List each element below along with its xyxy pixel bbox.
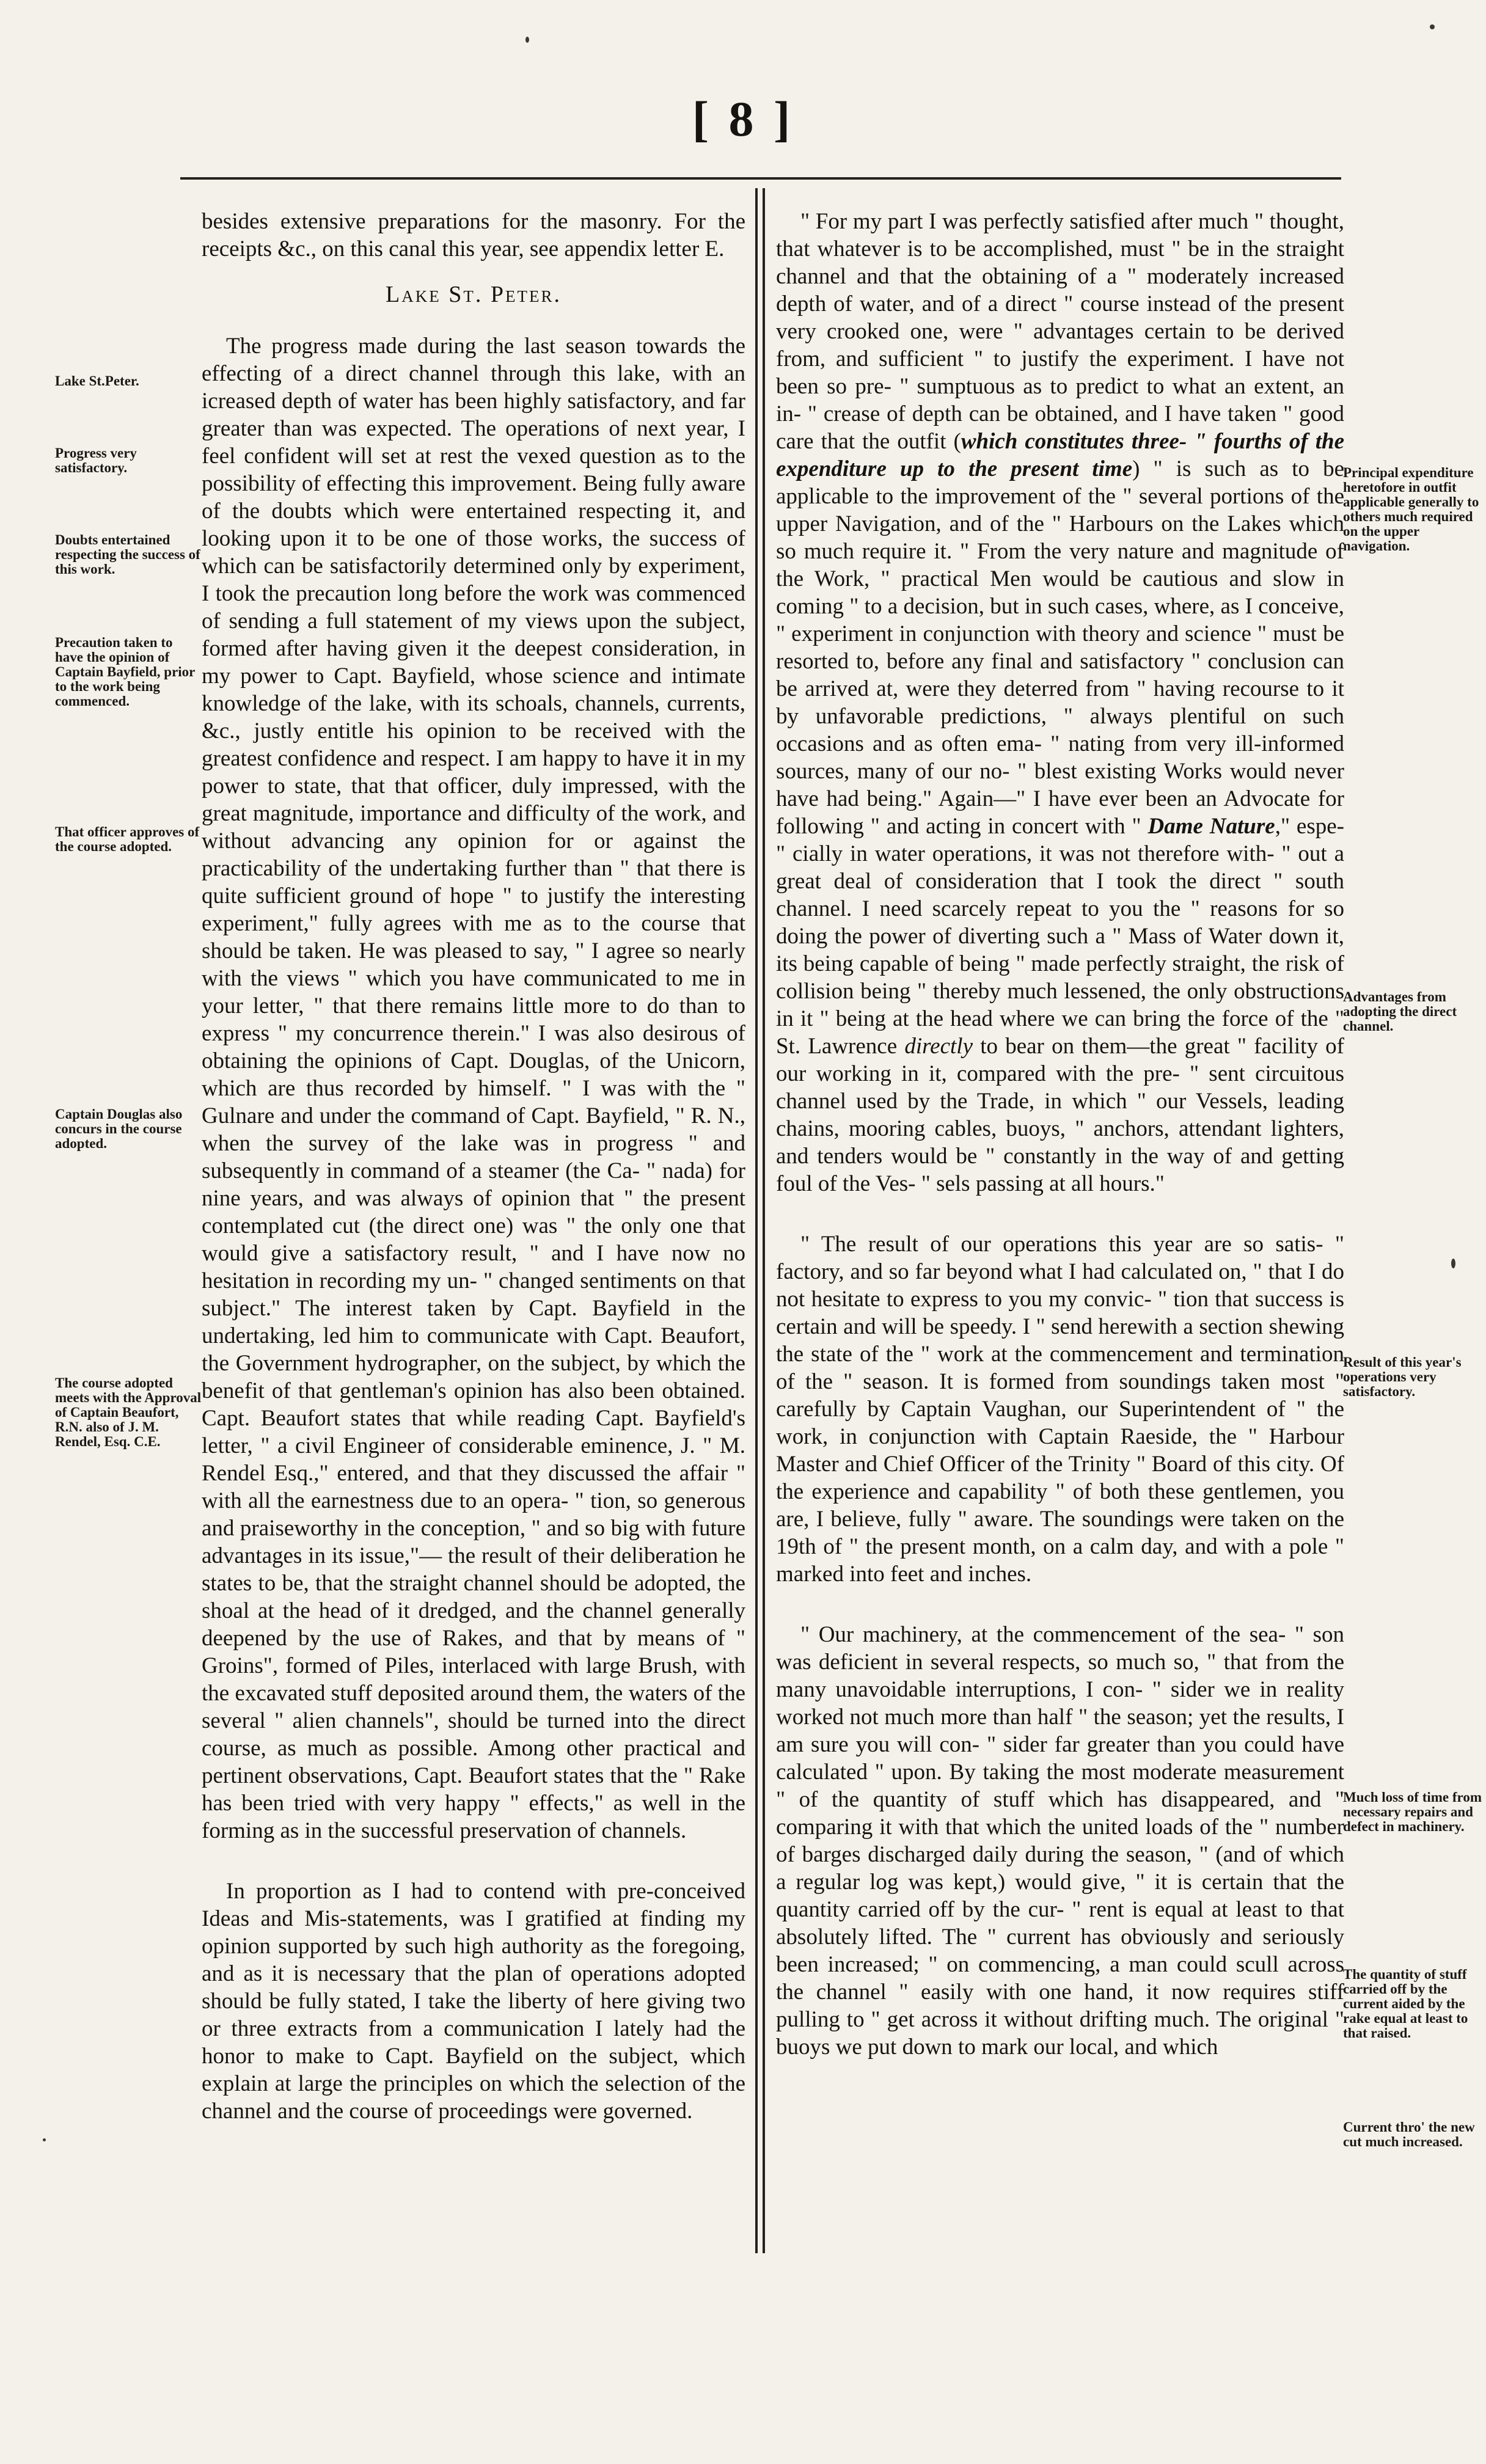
quote-1-part-c: ," espe- " cially in water operations, it was not therefore with- " out a great deal of consideration that I took the direct " south channel. I need scarcely repeat to you the " reasons for so doing the power of diverting such a " Mass of Water down it, its being capable of being " made perfectly straight, the risk of collision being " thereby much lessened, the only obstructions in it " being at the head where we can bring the force of the " St. Lawrence — [776, 814, 1344, 1059]
quote-1-emphasis: which constitutes three- " fourths of the expenditure up to the present time — [776, 429, 1344, 481]
margin-note-expenditure: Principal expenditure heretofore in outfit applicable generally to others much required on the upper navigation. — [1343, 465, 1479, 554]
dame-nature-emphasis: Dame Nature — [1147, 814, 1275, 839]
margin-note-advantages: Advantages from adopting the direct channel. — [1343, 989, 1457, 1034]
print-speck — [1430, 24, 1435, 29]
intro-paragraph: besides extensive preparations for the masonry. For the receipts &c., on this canal this year, see appendix letter E. — [202, 209, 745, 261]
margin-note-beaufort: The course adopted meets with the Approval of Captain Beaufort, R.N. also of J. M. Rendel, Esq. C.E. — [55, 1375, 202, 1449]
margin-note-lake-st-peter: Lake St.Peter. — [55, 373, 139, 389]
quote-1-part-d: to bear on them—the great " facility of our working in it, compared with the pre- " sent circuitous channel used by the Trade, in which " our Vessels, leading chains, mooring cables, buoys, " anchors, attendant lighters, and tenders would be " constantly in the way of and getting foul of the Ves- " sels passing at all hours." — [776, 1034, 1344, 1196]
quote-paragraph-2: " The result of our operations this year are so satis- " factory, and so far beyond what I had calculated on, " that I do not hesitate to express to you my convic- " tion that success is certain and will be speedy. I " send herewith a section shewing the state of the " work at the commencement and termination of the " season. It is formed from soundings taken most " carefully by Captain Vaughan, our Superintendent of " the work, in conjunction with Captain Raeside, the " Harbour Master and Chief Officer of the Trinity " Board of this city. Of the experience and capability " of both these gentlemen, you are, I believe, fully " aware. The soundings were taken on the 19th of " the present month, on a calm day, and with a pole " marked into feet and inches. — [776, 1232, 1344, 1587]
pre-conceived-ideas-paragraph: In proportion as I had to contend with pre-conceived Ideas and Mis-statements, was I gratified at finding my opinion supported by such high authority as the foregoing, and as it is necessary that the plan of operations adopted should be fully stated, I take the liberty of here giving two or three extracts from a communication I lately had the honor to make to Capt. Bayfield on the subject, which explain at large the principles on which the selection of the channel and the course of proceedings were governed. — [202, 1879, 745, 2124]
margin-note-quantity: The quantity of stuff carried off by the current aided by the rake equal at least to that raised. — [1343, 1967, 1468, 2041]
column-divider-left — [755, 188, 758, 2253]
section-title: Lake St. Peter. — [386, 282, 562, 307]
header-rule — [180, 177, 1341, 180]
quote-paragraph-1 — [776, 208, 1344, 1197]
quote-paragraph-3: " Our machinery, at the commencement of the sea- " son was deficient in several respects, so much so, " that from the many unavoidable interruptions, I con- " sider we in reality worked not much more than half " the season; yet the results, I am sure you will con- " sider far greater than you could have calculated " upon. By taking the most moderate measurement " of the quantity of stuff which has disappeared, and " comparing it with that which the united loads of the " number of barges discharged daily during the season, " (and of which a regular log was kept,) would give, " it is certain that the quantity carried off by the cur- " rent is equal at least to that absolutely lifted. The " current has obviously and seriously been increased; " on commencing, a man could scull across the channel " easily with one hand, it now requires stiff pulling to " get across it without drifting much. The original " buoys we put down to mark our local, and which — [776, 1622, 1344, 2060]
margin-note-doubts: Doubts entertained respecting the success of this work. — [55, 532, 200, 577]
margin-note-progress: Progress very satisfactory. — [55, 445, 137, 475]
print-speck — [1451, 1259, 1455, 1268]
quote-1-part-a: " For my part I was perfectly satisfied after much " thought, that whatever is to be accomplished, must " be in the straight channel and that the obtaining of a " moderately increased depth of water, and of a direct " course instead of the present very crooked one, were " advantages certain to be derived from, and sufficient " to justify the experiment. I have not been so pre- " sumptuous as to predict to what an extent, an in- " crease of depth can be obtained, and I have taken " good care that the outfit ( — [776, 209, 1344, 454]
print-speck — [43, 2138, 46, 2141]
margin-note-machinery: Much loss of time from necessary repairs and defect in machinery. — [1343, 1790, 1482, 1834]
directly-emphasis: directly — [904, 1034, 973, 1059]
quote-1-part-b: ) " is such as to be applicable to the improvement of the " several portions of the upper Navigation, and of the " Harbours on the Lakes which so much require it. " From the very nature and magnitude of the Work, " practical Men would be cautious and slow in coming " to a decision, but in such cases, where, as I conceive, " experiment in conjunction with theory and science " must be resorted to, before any final and satisfactory " conclusion can be arrived at, were they deterred from " having recourse to it by unfavorable predictions, " always plentiful on such occasions and as often ema- " nating from very ill-informed sources, many of our no- " blest existing Works would never have had being." Again—" I have ever been an Advocate for following " and acting in concert with " — [776, 456, 1345, 839]
margin-note-douglas: Captain Douglas also concurs in the course adopted. — [55, 1106, 183, 1151]
page-number: [ 8 ] — [692, 91, 794, 147]
print-speck — [525, 37, 529, 43]
margin-note-result: Result of this year's operations very satisfactory. — [1343, 1354, 1462, 1399]
margin-note-precaution: Precaution taken to have the opinion of Captain Bayfield, prior to the work being commenced. — [55, 635, 195, 709]
margin-note-current: Current thro' the new cut much increased. — [1343, 2119, 1475, 2149]
left-column — [202, 208, 745, 2136]
margin-note-officer-approves: That officer approves of the course adopted. — [55, 824, 200, 854]
lake-st-peter-paragraph: The progress made during the last season towards the effecting of a direct channel through this lake, with an icreased depth of water has been highly satisfactory, and far greater than was expected. The operations of next year, I feel confident will set at rest the vexed question as to the possibility of effecting this improvement. Being fully aware of the doubts which were entertained respecting it, and looking upon it to be one of those works, the success of which can be satisfactorily determined only by experiment, I took the precaution long before the work was commenced of sending a full statement of my views upon the subject, formed after having given it the deepest consideration, in my power to Capt. Bayfield, whose science and intimate knowledge of the lake, with its schoals, channels, currents, &c., justly entitle his opinion to be received with the greatest confidence and respect. I am happy to have it in my power to state, that that officer, duly impressed, with the great magnitude, importance and difficulty of the work, and without advancing any opinion for or against the practicability of the undertaking further than " that there is quite sufficient ground of hope " to justify the interesting experiment," fully agrees with me as to the course that should be taken. He was pleased to say, " I agree so nearly with the views " which you have communicated to me in your letter, " that there remains little more to do than to express " my concurrence therein." I was also desirous of obtaining the opinions of Capt. Douglas, of the Unicorn, which are thus recorded by himself. " I was with the " Gulnare and under the command of Capt. Bayfield, " R. N., when the survey of the lake was in progress " and subsequently in command of a steamer (the Ca- " nada) for nine years, and was always of opinion that " the present contemplated cut (the direct one) was " the only one that would give a satisfactory result, " and I have now no hesitation in recording my un- " changed sentiments on that subject." The interest taken by Capt. Bayfield in the undertaking, led him to communicate with Capt. Beaufort, the Government hydrographer, on the subject, by which the benefit of that gentleman's opinion has also been obtained. Capt. Beaufort states that while reading Capt. Bayfield's letter, " a civil Engineer of considerable eminence, J. " M. Rendel Esq.," entered, and that they discussed the affair " with all the earnestness due to an opera- " tion, so generous and praiseworthy in the conception, " and so big with future advantages in its issue,"— the result of their deliberation he states to be, that the straight channel should be adopted, the shoal at the head of it dredged, and the channel generally deepened by the use of Rakes, and that by means of " Groins", formed of Piles, interlaced with large Brush, with the excavated stuff deposited around them, the waters of the several " alien channels", should be turned into the direct course, as much as possible. Among other practical and pertinent observations, Capt. Beaufort states that the " Rake has been tried with very happy " effects," as well in the forming as in the successful preservation of channels. — [202, 334, 745, 1843]
right-column — [776, 208, 1344, 2072]
column-divider-right — [763, 188, 765, 2253]
